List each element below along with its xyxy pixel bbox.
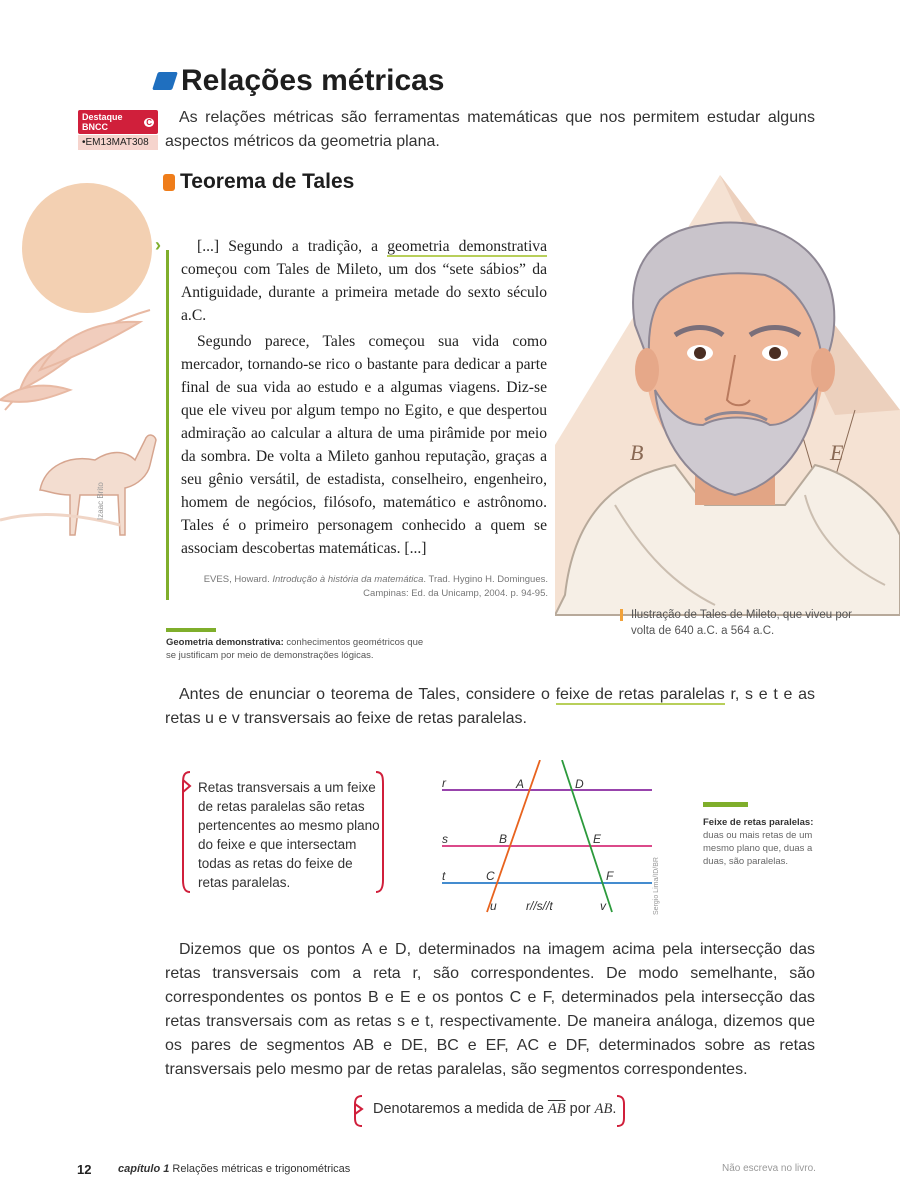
line-u (487, 760, 540, 912)
page-number: 12 (77, 1162, 92, 1177)
point-f: F (606, 869, 614, 883)
bncc-tag-label: Destaque BNCC (82, 112, 123, 132)
label-t: t (442, 869, 446, 883)
image-credit: Izaac Brito (96, 482, 105, 520)
section-title-text: Teorema de Tales (180, 170, 355, 193)
glossary-tab-2 (703, 802, 748, 807)
line-v (562, 760, 612, 912)
label-u: u (490, 899, 497, 913)
section-title (163, 170, 354, 194)
paragraph-feixe: Antes de enunciar o teorema de Tales, considere o feixe de retas paralelas r, s e t e as retas u e v transversais ao feixe de retas paralelas. (165, 686, 816, 727)
page-title-text: Relações métricas (181, 64, 445, 97)
footer-notice: Não escreva no livro. (722, 1163, 816, 1174)
label-r: r (442, 776, 446, 790)
quote-paragraph-1: [...] Segundo a tradição, a geometria demonstrativa começou com Tales de Mileto, um dos “sete sábios” da Antiguidade, durante a primeira metade do sexto século a.C. (181, 238, 548, 324)
chapter-label: capítulo 1 Relações métricas e trigonométricas (118, 1163, 351, 1175)
label-s: s (442, 832, 448, 846)
denote-text: Denotaremos a medida de $\overline{AB}$ por AB. (373, 1101, 617, 1117)
portrait-letter-e: E (830, 440, 844, 465)
point-d: D (575, 777, 584, 791)
portrait-letter-b: B (630, 440, 644, 465)
intro-paragraph: As relações métricas são ferramentas matemáticas que nos permitem estudar alguns aspectos métricos da geometria plana. (165, 109, 815, 150)
quote-bar (166, 250, 169, 600)
glossary-term-feixe[interactable]: feixe de retas paralelas (555, 686, 725, 703)
glossary-feixe: Feixe de retas paralelas: duas ou mais retas de um mesmo plano que, duas a duas, são paralelas. (703, 817, 814, 867)
point-a: A (516, 777, 525, 791)
label-v: v (600, 899, 606, 913)
point-b: B (499, 832, 508, 846)
bncc-code: •EM13MAT308 (78, 135, 158, 150)
decorative-leaves-camel (0, 290, 170, 560)
point-c: C (486, 869, 495, 883)
quote-arrow-icon: › (155, 235, 161, 255)
title-marker-icon (152, 72, 178, 90)
quote-paragraph-2: Segundo parece, Tales começou sua vida como mercador, tornando-se rico o bastante para dedicar a parte final de sua vida ao estudo e a algumas viagens. Diz-se que ele viveu por algum tempo no Egito, e que despertou admiração ao calcular a altura de uma pirâmide por meio da sombra. De volta a Mileto ganhou reputação, graças a seu gênio versátil, de estadista, conselheiro, engenheiro, homem de negócios, filósofo, matemático e astrônomo. Tales é o primeiro personagem conhecido a quem se associam descobertas matemáticas. [...] (181, 333, 547, 557)
note-transversais: Retas transversais a um feixe de retas paralelas são retas pertencentes ao mesmo plano do feixe e que intersectam todas as retas do feixe de retas paralelas. (198, 780, 380, 890)
page-title (155, 64, 445, 98)
bncc-c-icon: C (146, 117, 152, 127)
diagram-credit: Sergio Lima/ID/BR (653, 857, 660, 915)
section-marker-icon (163, 174, 175, 191)
glossary-geometria: Geometria demonstrativa: conhecimentos geométricos que se justificam por meio de demonstrações lógicas. (166, 637, 424, 661)
paragraph-correspondentes: Dizemos que os pontos A e D, determinados na imagem acima pela intersecção das retas transversais com a reta r, são correspondentes. De modo semelhante, são correspondentes os pontos B e E e os pontos C e F, determinados pela intersecção das retas transversais com as retas s e t, respectivamente. De maneira análoga, dizemos que os pares de segmentos AB e DE, BC e EF, AC e DF, determinados sobre as retas transversais pelo mesmo par de retas paralelas, são segmentos correspondentes. (165, 941, 815, 1078)
quote-block (181, 235, 547, 563)
parallel-label: r//s//t (526, 899, 553, 913)
thales-portrait (555, 175, 900, 620)
glossary-tab (166, 628, 216, 632)
point-e: E (593, 832, 602, 846)
parallel-lines-diagram (430, 760, 670, 920)
bncc-badge (78, 110, 158, 150)
glossary-term-geometria[interactable]: geometria demonstrativa (387, 238, 548, 255)
portrait-caption: Ilustração de Tales de Mileto, que viveu por volta de 640 a.C. a 564 a.C. (631, 609, 852, 637)
quote-source: EVES, Howard. Introdução à história da matemática. Trad. Hygino H. Domingues. Campinas: Ed. da Unicamp, 2004. p. 94-95. (203, 574, 548, 599)
